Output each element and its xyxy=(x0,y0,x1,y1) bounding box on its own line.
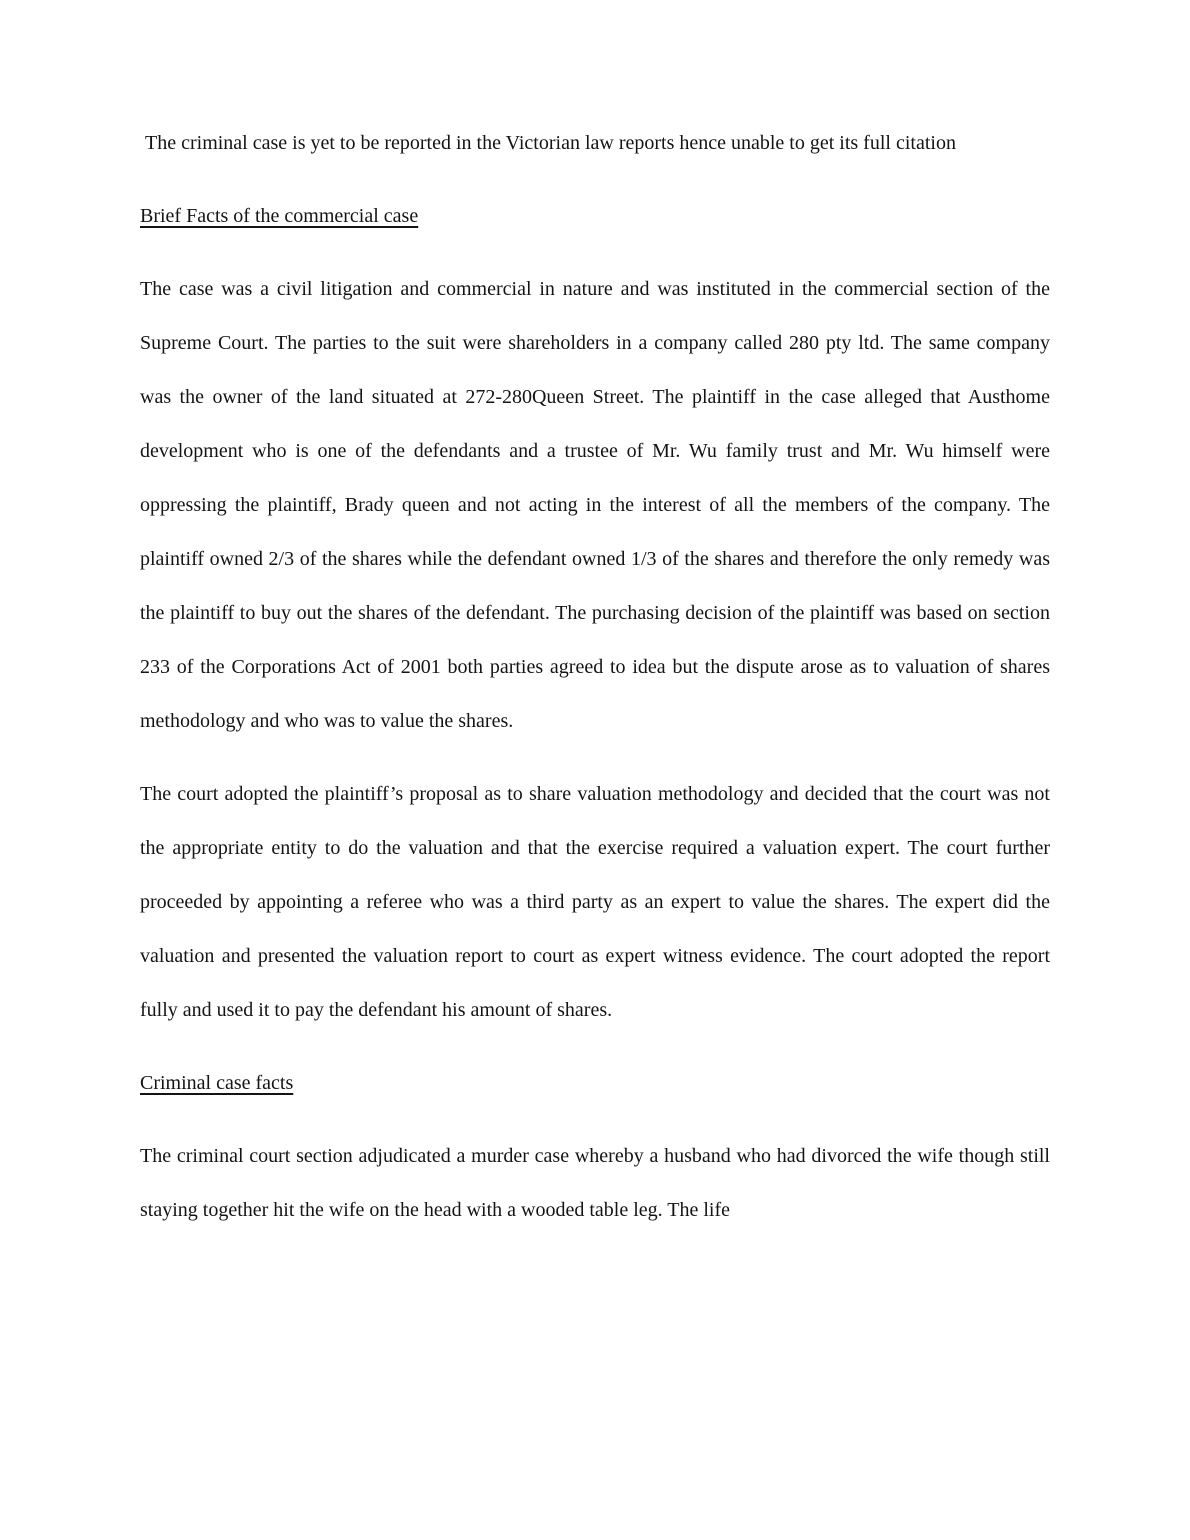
paragraph-criminal-case-facts: The criminal court section adjudicated a murder case whereby a husband who had divorced the wife though still staying together hit the wife on the head with a wooded table leg. The life xyxy=(140,1145,1055,1221)
paragraph-court-valuation-decision: The court adopted the plaintiff’s proposal as to share valuation methodology and decided that the court was not the appropriate entity to do the valuation and that the exercise required a valuation expert. The court further proceeded by appointing a referee who was a third party as an expert to value the shares. The expert did the valuation and presented the valuation report to court as expert witness evidence. The court adopted the report fully and used it to pay the defendant his amount of shares. xyxy=(140,783,1055,1021)
heading-brief-facts-commercial-case: Brief Facts of the commercial case xyxy=(140,205,419,227)
heading-criminal-case-facts: Criminal case facts xyxy=(140,1072,294,1094)
paragraph-commercial-case-facts: The case was a civil litigation and commercial in nature and was instituted in the commercial section of the Supreme Court. The parties to the suit were shareholders in a company called 280 pty ltd. The same company was the owner of the land situated at 272-280Queen Street. The plaintiff in the case alleged that Austhome development who is one of the defendants and a trustee of Mr. Wu family trust and Mr. Wu himself were oppressing the plaintiff, Brady queen and not acting in the interest of all the members of the company. The plaintiff owned 2/3 of the shares while the defendant owned 1/3 of the shares and therefore the only remedy was the plaintiff to buy out the shares of the defendant. The purchasing decision of the plaintiff was based on section 233 of the Corporations Act of 2001 both parties agreed to idea but the dispute arose as to valuation of shares methodology and who was to value the shares. xyxy=(140,278,1055,732)
paragraph-citation-note: The criminal case is yet to be reported in the Victorian law reports hence unable to get its full citation xyxy=(140,132,956,154)
